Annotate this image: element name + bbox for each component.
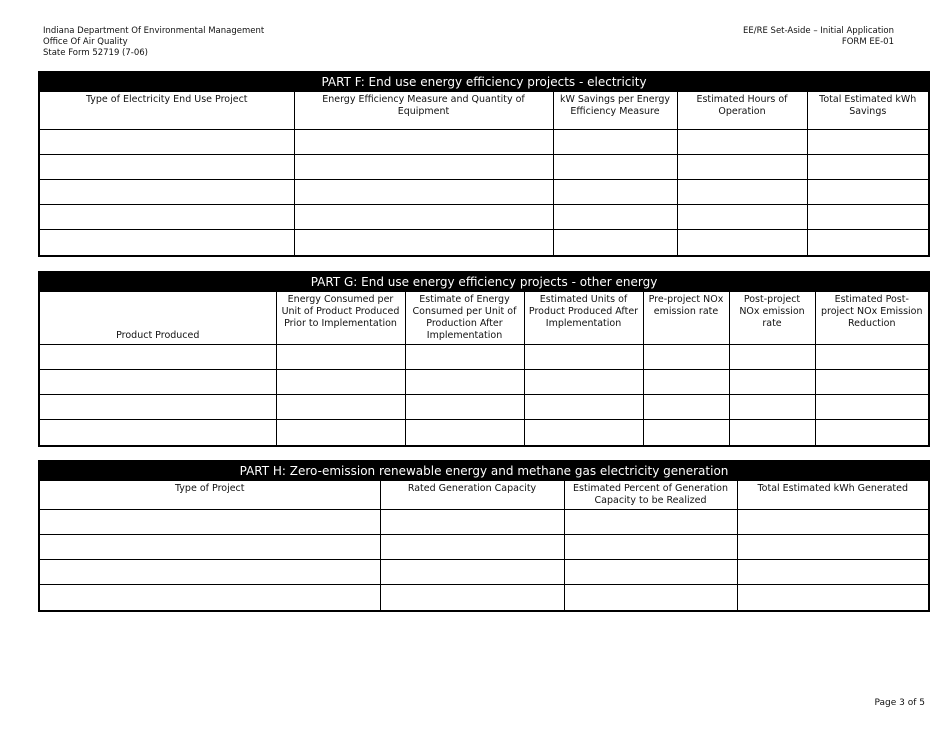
input-cell[interactable] bbox=[677, 130, 807, 155]
column-header-kw-savings: kW Savings per Energy Efficiency Measure bbox=[553, 92, 677, 130]
input-cell[interactable] bbox=[553, 180, 677, 205]
agency-header bbox=[43, 26, 264, 59]
input-cell[interactable] bbox=[276, 370, 405, 395]
input-cell[interactable] bbox=[564, 535, 737, 560]
input-cell[interactable] bbox=[815, 345, 928, 370]
part-h-title: PART H: Zero-emission renewable energy and methane gas electricity generation bbox=[40, 462, 928, 480]
part-g-title: PART G: End use energy efficiency projects - other energy bbox=[40, 273, 928, 291]
table-row bbox=[40, 180, 928, 205]
form-header bbox=[743, 26, 894, 48]
state-form-number: State Form 52719 (7-06) bbox=[43, 48, 148, 58]
column-header-energy-after: Estimate of Energy Consumed per Unit of Production After Implementation bbox=[405, 292, 524, 345]
column-header-project-type: Type of Electricity End Use Project bbox=[40, 92, 294, 130]
input-cell[interactable] bbox=[40, 130, 294, 155]
input-cell[interactable] bbox=[524, 345, 643, 370]
input-cell[interactable] bbox=[729, 420, 815, 445]
input-cell[interactable] bbox=[643, 370, 729, 395]
column-header-energy-prior: Energy Consumed per Unit of Product Produced Prior to Implementation bbox=[276, 292, 405, 345]
input-cell[interactable] bbox=[677, 230, 807, 255]
table-row bbox=[40, 345, 928, 370]
input-cell[interactable] bbox=[729, 395, 815, 420]
column-header-efficiency-measure: Energy Efficiency Measure and Quantity of Equipment bbox=[294, 92, 553, 130]
part-f-section bbox=[38, 71, 930, 257]
input-cell[interactable] bbox=[405, 370, 524, 395]
part-h-section bbox=[38, 460, 930, 612]
part-h-table bbox=[40, 480, 928, 610]
part-f-table bbox=[40, 91, 928, 255]
input-cell[interactable] bbox=[40, 205, 294, 230]
input-cell[interactable] bbox=[729, 370, 815, 395]
table-row bbox=[40, 155, 928, 180]
table-row bbox=[40, 535, 928, 560]
part-g-table bbox=[40, 291, 928, 445]
form-title: EE/RE Set-Aside – Initial Application bbox=[742, 26, 894, 36]
input-cell[interactable] bbox=[40, 420, 276, 445]
input-cell[interactable] bbox=[807, 155, 928, 180]
column-header-rated-capacity: Rated Generation Capacity bbox=[380, 481, 564, 510]
input-cell[interactable] bbox=[677, 205, 807, 230]
input-cell[interactable] bbox=[643, 420, 729, 445]
input-cell[interactable] bbox=[294, 205, 553, 230]
input-cell[interactable] bbox=[737, 585, 928, 610]
input-cell[interactable] bbox=[40, 585, 380, 610]
input-cell[interactable] bbox=[276, 345, 405, 370]
input-cell[interactable] bbox=[807, 205, 928, 230]
column-header-percent-capacity: Estimated Percent of Generation Capacity to be Realized bbox=[564, 481, 737, 510]
input-cell[interactable] bbox=[294, 230, 553, 255]
column-header-project-type: Type of Project bbox=[40, 481, 380, 510]
input-cell[interactable] bbox=[380, 510, 564, 535]
input-cell[interactable] bbox=[294, 180, 553, 205]
part-g-section bbox=[38, 271, 930, 447]
input-cell[interactable] bbox=[294, 130, 553, 155]
input-cell[interactable] bbox=[380, 585, 564, 610]
input-cell[interactable] bbox=[677, 155, 807, 180]
input-cell[interactable] bbox=[553, 230, 677, 255]
input-cell[interactable] bbox=[294, 155, 553, 180]
column-header-hours-operation: Estimated Hours of Operation bbox=[677, 92, 807, 130]
table-row bbox=[40, 395, 928, 420]
input-cell[interactable] bbox=[40, 510, 380, 535]
table-row bbox=[40, 510, 928, 535]
part-f-title: PART F: End use energy efficiency projects - electricity bbox=[40, 73, 928, 91]
input-cell[interactable] bbox=[40, 535, 380, 560]
input-cell[interactable] bbox=[524, 420, 643, 445]
input-cell[interactable] bbox=[380, 560, 564, 585]
input-cell[interactable] bbox=[807, 130, 928, 155]
input-cell[interactable] bbox=[807, 230, 928, 255]
input-cell[interactable] bbox=[564, 510, 737, 535]
input-cell[interactable] bbox=[40, 560, 380, 585]
input-cell[interactable] bbox=[405, 420, 524, 445]
input-cell[interactable] bbox=[40, 370, 276, 395]
table-row bbox=[40, 370, 928, 395]
input-cell[interactable] bbox=[553, 155, 677, 180]
table-row bbox=[40, 130, 928, 155]
page-number: Page 3 of 5 bbox=[874, 698, 925, 708]
input-cell[interactable] bbox=[40, 155, 294, 180]
input-cell[interactable] bbox=[737, 560, 928, 585]
input-cell[interactable] bbox=[737, 510, 928, 535]
input-cell[interactable] bbox=[40, 395, 276, 420]
input-cell[interactable] bbox=[276, 395, 405, 420]
input-cell[interactable] bbox=[643, 345, 729, 370]
input-cell[interactable] bbox=[737, 535, 928, 560]
input-cell[interactable] bbox=[815, 420, 928, 445]
input-cell[interactable] bbox=[564, 585, 737, 610]
input-cell[interactable] bbox=[807, 180, 928, 205]
input-cell[interactable] bbox=[643, 395, 729, 420]
office-name: Office Of Air Quality bbox=[43, 37, 128, 47]
input-cell[interactable] bbox=[40, 230, 294, 255]
input-cell[interactable] bbox=[380, 535, 564, 560]
table-row bbox=[40, 230, 928, 255]
input-cell[interactable] bbox=[524, 370, 643, 395]
column-header-pre-nox-rate: Pre-project NOx emission rate bbox=[643, 292, 729, 345]
table-row bbox=[40, 560, 928, 585]
column-header-post-nox-rate: Post-project NOx emission rate bbox=[729, 292, 815, 345]
input-cell[interactable] bbox=[405, 345, 524, 370]
column-header-total-kwh-generated: Total Estimated kWh Generated bbox=[737, 481, 928, 510]
input-cell[interactable] bbox=[40, 180, 294, 205]
input-cell[interactable] bbox=[564, 560, 737, 585]
input-cell[interactable] bbox=[524, 395, 643, 420]
column-header-product-produced: Product Produced bbox=[40, 292, 276, 345]
input-cell[interactable] bbox=[553, 205, 677, 230]
column-header-nox-reduction: Estimated Post-project NOx Emission Reduction bbox=[815, 292, 928, 345]
input-cell[interactable] bbox=[729, 345, 815, 370]
column-header-total-kwh-savings: Total Estimated kWh Savings bbox=[807, 92, 928, 130]
input-cell[interactable] bbox=[276, 420, 405, 445]
input-cell[interactable] bbox=[677, 180, 807, 205]
column-header-units-produced: Estimated Units of Product Produced After Implementation bbox=[524, 292, 643, 345]
agency-name: Indiana Department Of Environmental Management bbox=[43, 26, 265, 36]
table-row bbox=[40, 205, 928, 230]
table-row bbox=[40, 585, 928, 610]
input-cell[interactable] bbox=[815, 370, 928, 395]
table-row bbox=[40, 420, 928, 445]
input-cell[interactable] bbox=[815, 395, 928, 420]
input-cell[interactable] bbox=[553, 130, 677, 155]
form-id: FORM EE-01 bbox=[841, 37, 894, 47]
input-cell[interactable] bbox=[405, 395, 524, 420]
input-cell[interactable] bbox=[40, 345, 276, 370]
